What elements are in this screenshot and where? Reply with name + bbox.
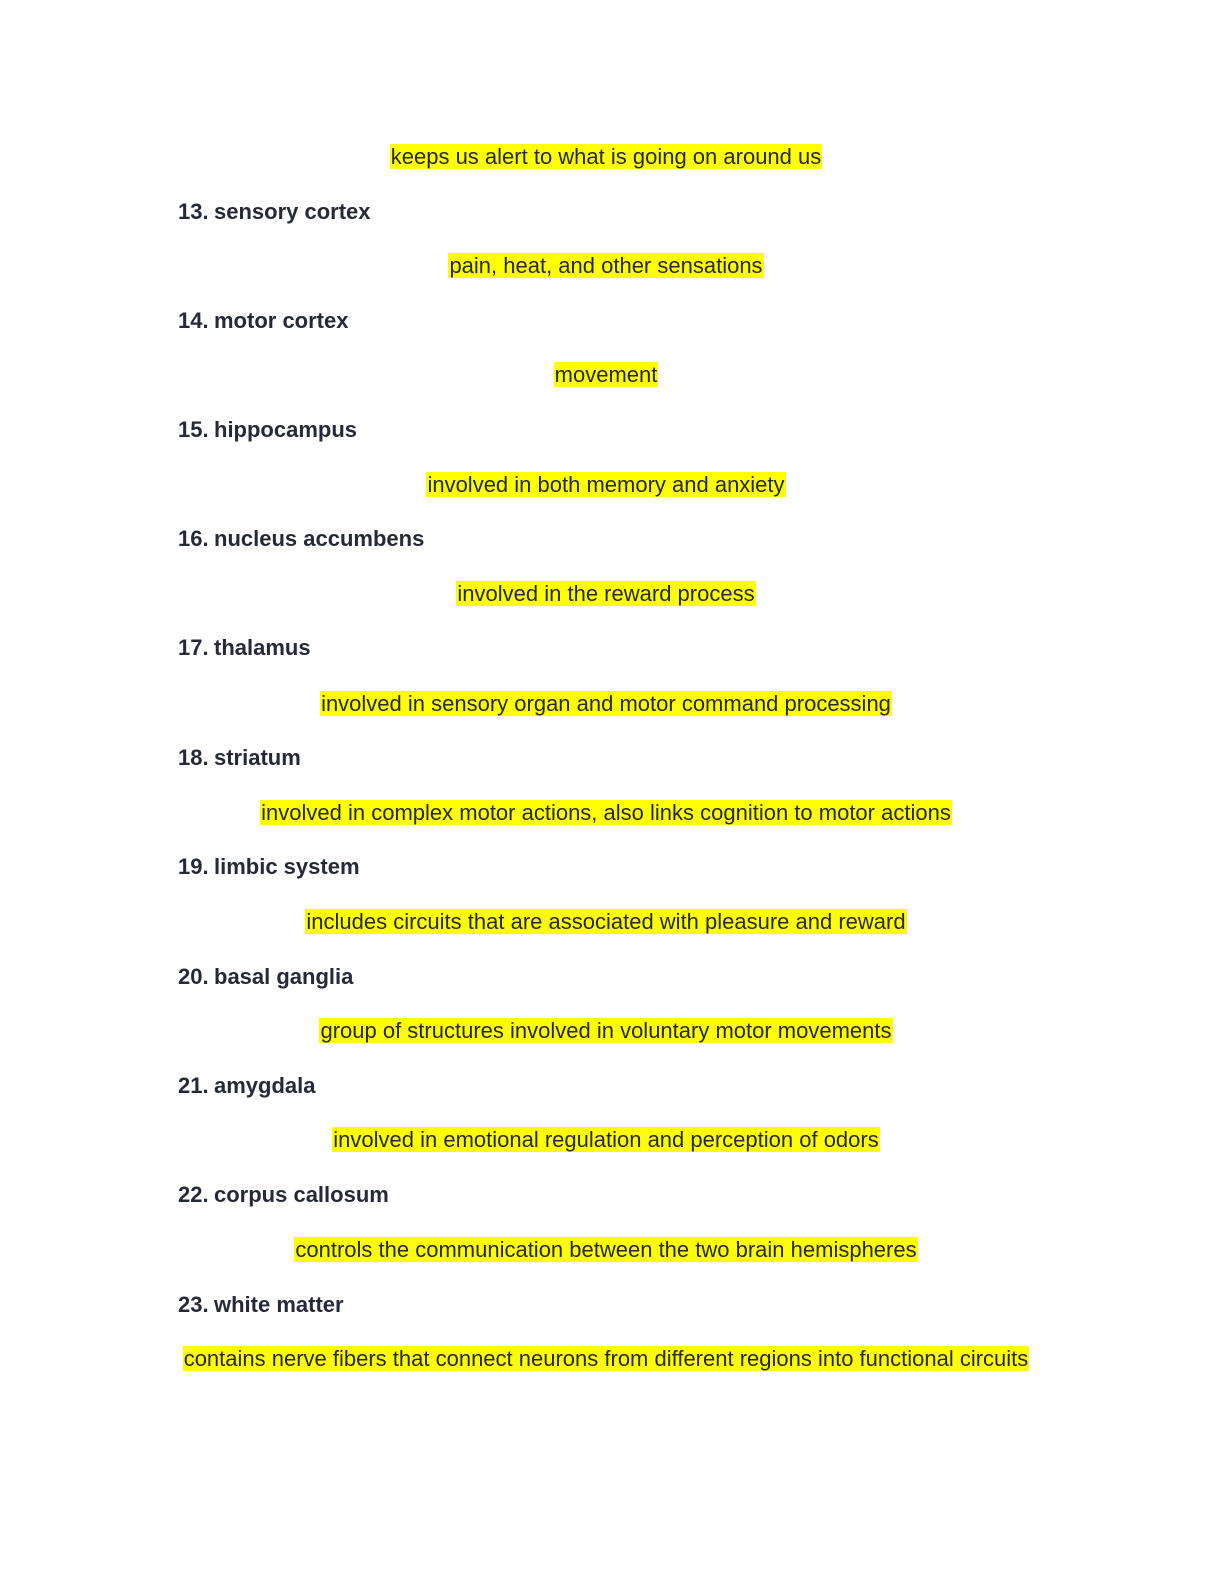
answer-line xyxy=(0,908,1212,936)
term-item xyxy=(178,416,357,444)
term-item xyxy=(178,853,360,881)
term-number: 21. xyxy=(178,1073,209,1098)
answer-highlight: involved in the reward process xyxy=(457,581,755,606)
answer-line xyxy=(0,1017,1212,1045)
answer-highlight: involved in both memory and anxiety xyxy=(427,472,785,497)
intro-answer-highlight: keeps us alert to what is going on around us xyxy=(390,144,822,169)
term-item xyxy=(178,1072,316,1100)
term-number: 15. xyxy=(178,417,209,442)
term-number: 23. xyxy=(178,1292,209,1317)
term-item xyxy=(178,198,371,226)
term-label: motor cortex xyxy=(214,308,349,333)
term-item xyxy=(178,963,353,991)
answer-line xyxy=(0,471,1212,499)
term-number: 13. xyxy=(178,199,209,224)
answer-highlight: pain, heat, and other sensations xyxy=(449,253,763,278)
term-item xyxy=(178,1181,389,1209)
term-number: 16. xyxy=(178,526,209,551)
answer-highlight: movement xyxy=(554,362,658,387)
term-item xyxy=(178,744,301,772)
term-item xyxy=(178,1291,344,1319)
term-item xyxy=(178,307,348,335)
answer-highlight: contains nerve fibers that connect neurons from different regions into functional circuits xyxy=(183,1346,1029,1371)
term-label: amygdala xyxy=(214,1073,316,1098)
term-label: corpus callosum xyxy=(214,1182,389,1207)
term-label: striatum xyxy=(214,745,301,770)
term-number: 19. xyxy=(178,854,209,879)
answer-highlight: involved in sensory organ and motor command processing xyxy=(321,691,891,716)
term-item xyxy=(178,634,311,662)
term-label: hippocampus xyxy=(214,417,358,442)
answer-line xyxy=(0,690,1212,718)
answer-line xyxy=(0,1126,1212,1154)
answer-line xyxy=(0,580,1212,608)
answer-line xyxy=(0,1236,1212,1264)
term-item xyxy=(178,525,424,553)
term-label: nucleus accumbens xyxy=(214,526,425,551)
term-number: 18. xyxy=(178,745,209,770)
term-label: basal ganglia xyxy=(214,964,354,989)
term-label: limbic system xyxy=(214,854,360,879)
term-label: white matter xyxy=(214,1292,344,1317)
answer-highlight: involved in emotional regulation and perception of odors xyxy=(333,1127,879,1152)
term-number: 14. xyxy=(178,308,209,333)
term-number: 22. xyxy=(178,1182,209,1207)
answer-line xyxy=(0,799,1212,827)
intro-answer-line xyxy=(0,143,1212,171)
answer-highlight: involved in complex motor actions, also links cognition to motor actions xyxy=(261,800,951,825)
answer-highlight: group of structures involved in voluntary motor movements xyxy=(320,1018,892,1043)
term-number: 17. xyxy=(178,635,209,660)
answer-highlight: controls the communication between the two brain hemispheres xyxy=(295,1237,917,1262)
term-label: thalamus xyxy=(214,635,311,660)
term-number: 20. xyxy=(178,964,209,989)
answer-highlight: includes circuits that are associated with pleasure and reward xyxy=(306,909,906,934)
answer-line xyxy=(0,1345,1212,1373)
answer-line xyxy=(0,252,1212,280)
term-label: sensory cortex xyxy=(214,199,371,224)
answer-line xyxy=(0,361,1212,389)
